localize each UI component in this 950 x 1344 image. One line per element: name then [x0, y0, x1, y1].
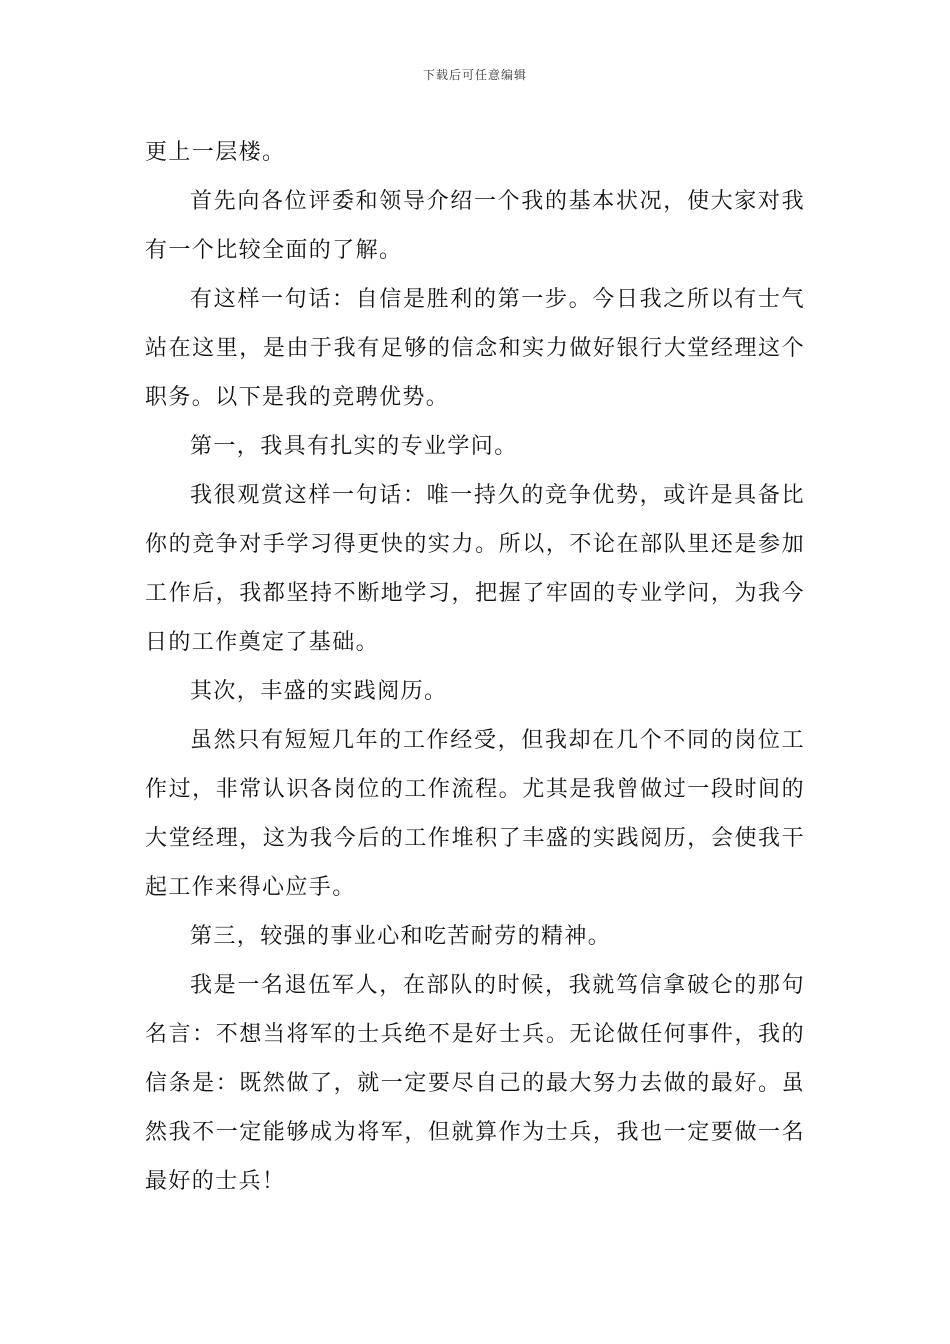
document-body	[145, 128, 805, 1206]
heading-third-advantage: 第三，较强的事业心和吃苦耐劳的精神。	[190, 924, 612, 949]
paragraph-confidence: 有这样一句话：自信是胜利的第一步。今日我之所以有士气站在这里，是由于我有足够的信念和实力做好银行大堂经理这个职务。以下是我的竞聘优势。	[145, 287, 805, 410]
page-header: 下载后可任意编辑	[422, 68, 527, 82]
heading-first-advantage: 第一，我具有扎实的专业学问。	[190, 434, 518, 459]
paragraph-introduction: 首先向各位评委和领导介绍一个我的基本状况，使大家对我有一个比较全面的了解。	[145, 189, 805, 263]
paragraph-learning: 我很观赏这样一句话：唯一持久的竞争优势，或许是具备比你的竞争对手学习得更快的实力。所以，不论在部队里还是参加工作后，我都坚持不断地学习，把握了牢固的专业学问，为我今日的工作奠定了基础。	[145, 483, 805, 655]
paragraph-experience: 虽然只有短短几年的工作经受，但我却在几个不同的岗位工作过，非常认识各岗位的工作流程。尤其是我曾做过一段时间的大堂经理，这为我今后的工作堆积了丰盛的实践阅历，会使我干起工作来得心应手。	[145, 728, 805, 900]
heading-second-advantage: 其次，丰盛的实践阅历。	[190, 679, 448, 704]
paragraph-continuation: 更上一层楼。	[145, 140, 286, 165]
paragraph-soldier: 我是一名退伍军人，在部队的时候，我就笃信拿破仑的那句名言：不想当将军的士兵绝不是好士兵。无论做任何事件，我的信条是：既然做了，就一定要尽自己的最大努力去做的最好。虽然我不一定能够成为将军，但就算作为士兵，我也一定要做一名最好的士兵！	[145, 973, 805, 1194]
